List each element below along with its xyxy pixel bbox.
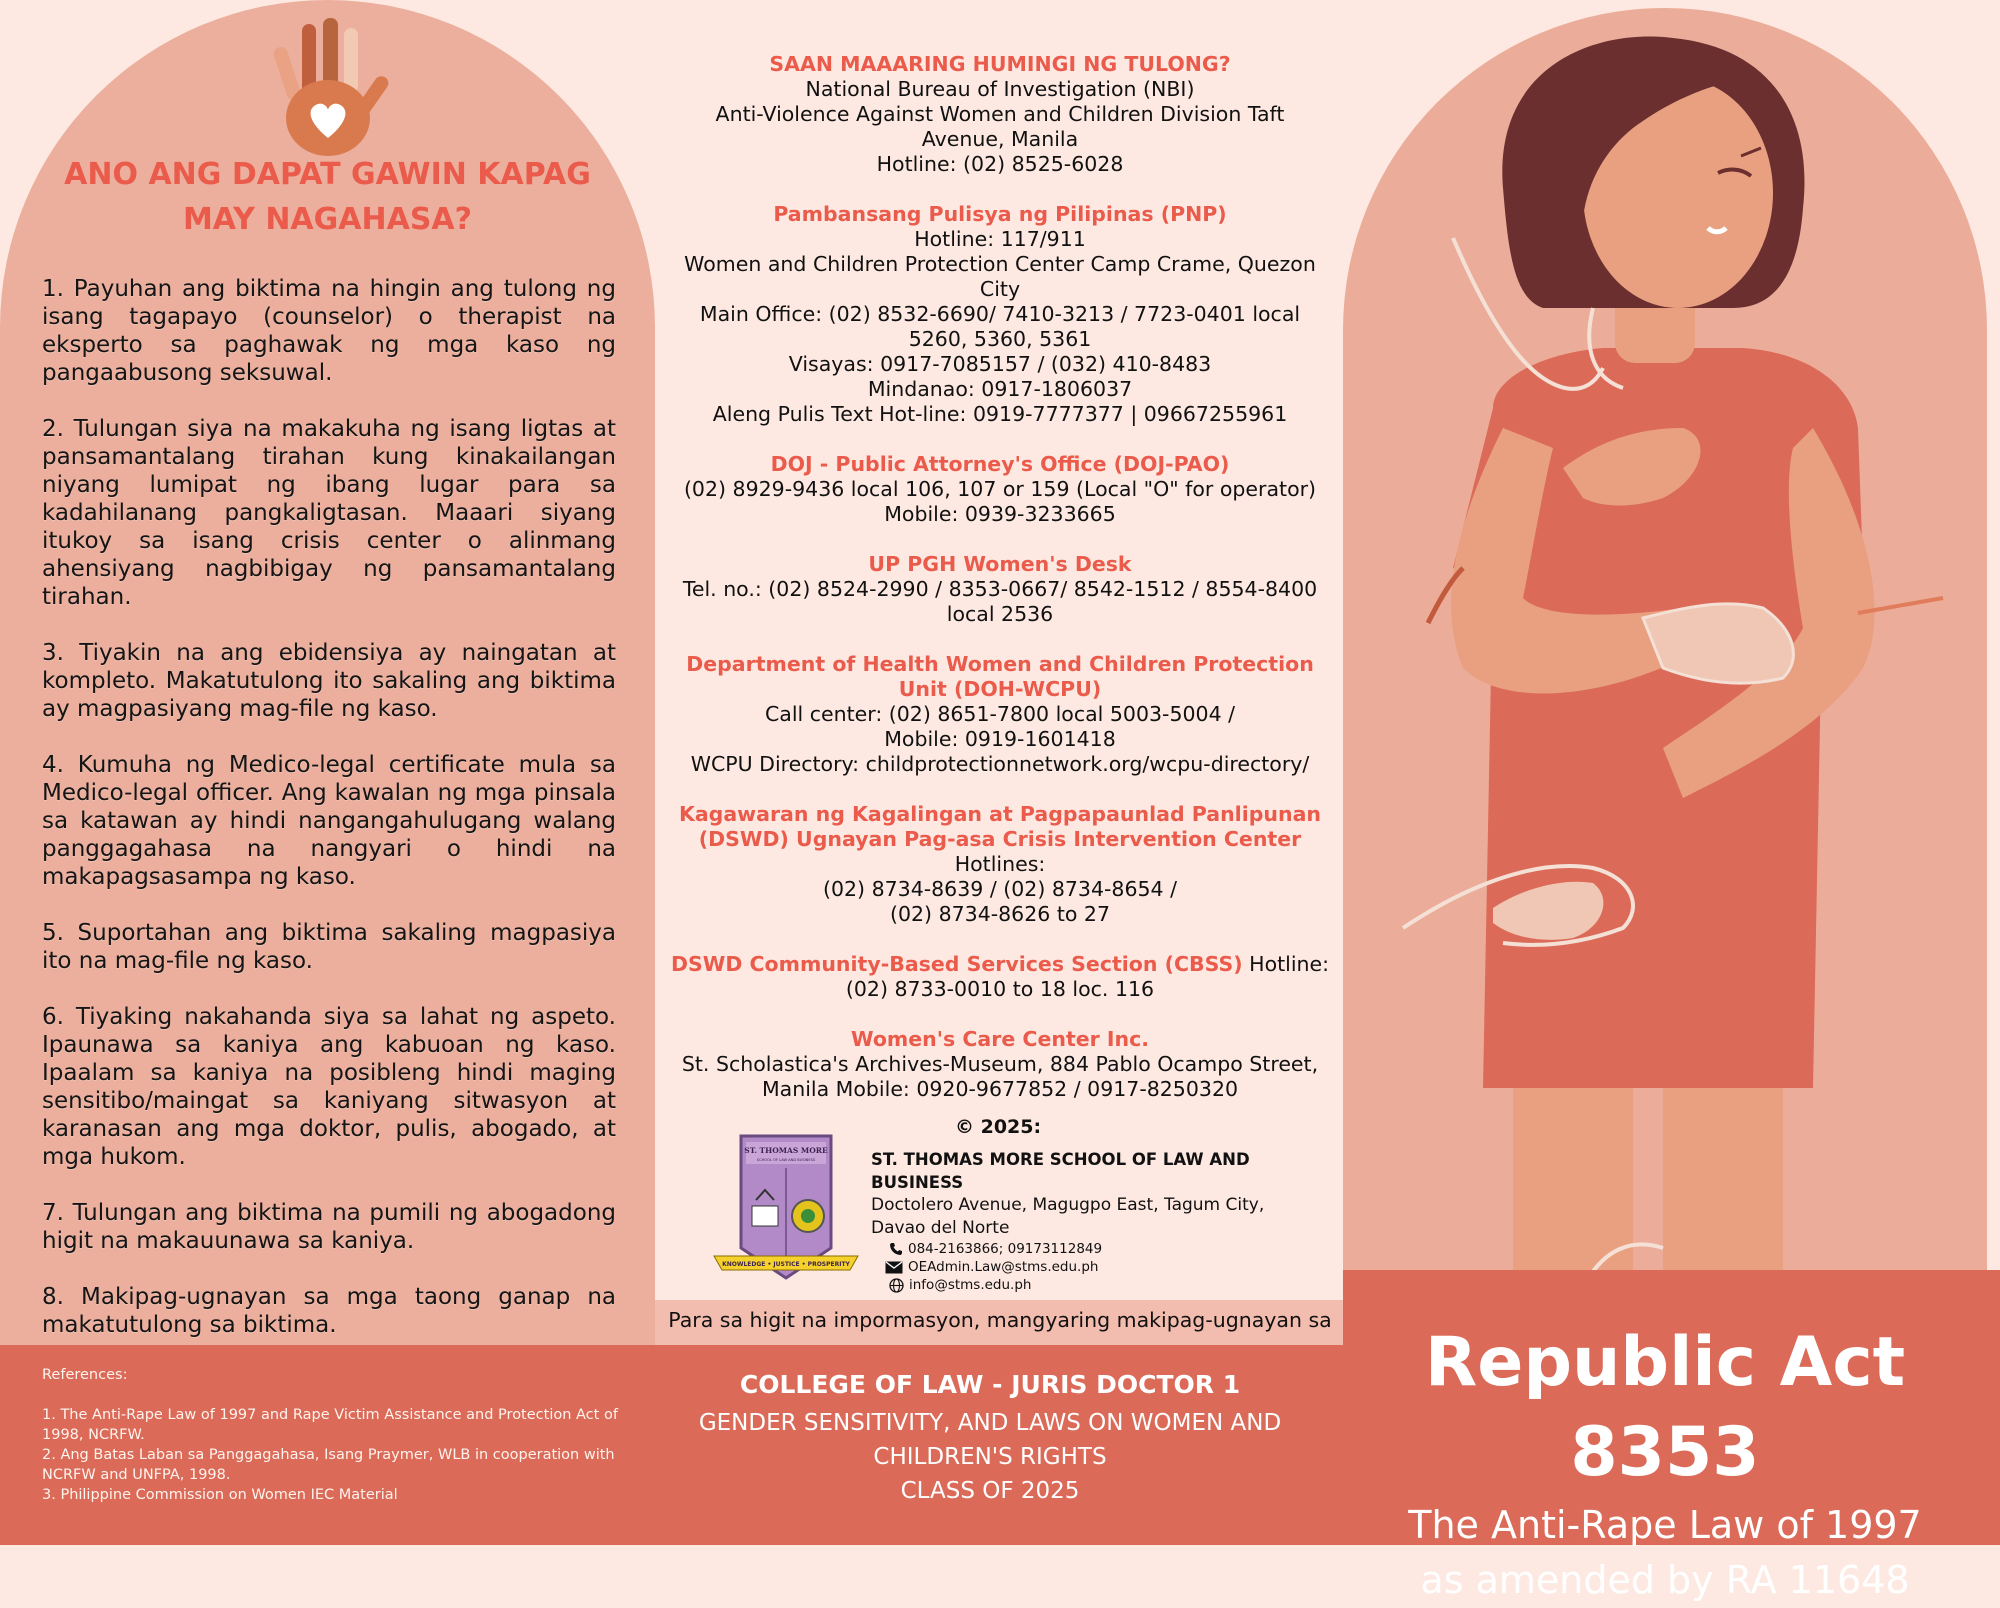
- references-heading: References:: [42, 1367, 128, 1383]
- contact-inline: Hotline:: [1242, 952, 1330, 976]
- school-phone: 084-2163866; 09173112849: [908, 1241, 1103, 1257]
- school-name: ST. THOMAS MORE SCHOOL OF LAW AND BUSINESS: [871, 1150, 1250, 1192]
- step-2: 2. Tulungan siya na makakuha ng isang ligtas at pansamantalang tirahan kung kinakailangan niyang lumipat ng ibang lugar para sa kadahilanang pangkaligtasan. Maaari siyang itukoy sa isang crisis center o alinmang ahensiyang nagbibigay ng pansamantalang tirahan.: [42, 416, 616, 610]
- contact-up-pgh: [665, 552, 1335, 627]
- college-line-1: COLLEGE OF LAW - JURIS DOCTOR 1: [739, 1370, 1241, 1399]
- contact-doh-wcpu: [665, 652, 1335, 777]
- school-email[interactable]: OEAdmin.Law@stms.edu.ph: [908, 1259, 1099, 1275]
- references: [42, 1365, 622, 1505]
- globe-icon: [889, 1278, 904, 1293]
- school-address-1: Doctolero Avenue, Magugpo East, Tagum City,: [871, 1195, 1265, 1215]
- school-web[interactable]: info@stms.edu.ph: [909, 1277, 1032, 1293]
- contact-heading: UP PGH Women's Desk: [868, 552, 1132, 576]
- contact-line: Call center: (02) 8651-7800 local 5003-5004 /: [764, 702, 1236, 726]
- contact-heading: Pambansang Pulisya ng Pilipinas (PNP): [773, 202, 1227, 226]
- contact-dswd-crisis: [665, 802, 1335, 927]
- woman-illustration: [1343, 8, 1987, 1345]
- contact-line: Main Office: (02) 8532-6690/ 7410-3213 / 7723-0401 local: [699, 302, 1301, 326]
- contact-nbi: [665, 52, 1335, 177]
- contact-line: Mobile: 0939-3233665: [884, 502, 1116, 526]
- cover-subtitle-1: The Anti-Rape Law of 1997: [1408, 1503, 1922, 1547]
- reference-item: 2. Ang Batas Laban sa Panggagahasa, Isang Praymer, WLB in cooperation with NCRFW and UNFPA, 1998.: [42, 1447, 615, 1483]
- contact-line: Manila Mobile: 0920-9677852 / 0917-8250320: [761, 1077, 1239, 1101]
- college-info: [655, 1368, 1325, 1508]
- phone-icon: [889, 1242, 903, 1256]
- contact-line: 5260, 5360, 5361: [908, 327, 1092, 351]
- left-title: ANO ANG DAPAT GAWIN KAPAG MAY NAGAHASA?: [64, 157, 591, 237]
- college-line-3: CHILDREN'S RIGHTS: [873, 1444, 1107, 1470]
- contact-line: City: [979, 277, 1021, 301]
- logo-top-text: ST. THOMAS MORE: [744, 1146, 828, 1155]
- steps-list: [42, 275, 616, 1367]
- step-5: 5. Suportahan ang biktima sakaling magpasiya ito na mag-file ng kaso.: [42, 920, 616, 974]
- info-strip: Para sa higit na impormasyon, mangyaring makipag-ugnayan sa: [655, 1300, 1345, 1345]
- contact-line: (02) 8929-9436 local 106, 107 or 159 (Local "O" for operator): [683, 477, 1317, 501]
- contact-heading: Department of Health Women and Children Protection Unit (DOH-WCPU): [686, 652, 1314, 701]
- contact-heading: DOJ - Public Attorney's Office (DOJ-PAO): [770, 452, 1230, 476]
- contacts-list: [655, 0, 1345, 1102]
- cover-title: Republic Act 8353: [1424, 1323, 1906, 1492]
- college-line-2: GENDER SENSITIVITY, AND LAWS ON WOMEN AND: [698, 1410, 1282, 1436]
- contact-line: Visayas: 0917-7085157 / (032) 410-8483: [788, 352, 1212, 376]
- step-3: 3. Tiyakin na ang ebidensiya ay naingatan at kompleto. Makatutulong ito sakaling ang biktima ay magpasiyang mag-file ng kaso.: [42, 640, 616, 722]
- contact-line: Aleng Pulis Text Hot-line: 0919-7777377 | 09667255961: [712, 402, 1288, 426]
- email-icon: [885, 1261, 903, 1274]
- cover-title-block: [1330, 1318, 2000, 1608]
- contact-line: National Bureau of Investigation (NBI): [805, 77, 1195, 101]
- right-panel-arch: [1343, 8, 1987, 1345]
- contact-line: Hotline: 117/911: [914, 227, 1086, 251]
- reference-item: 1. The Anti-Rape Law of 1997 and Rape Victim Assistance and Protection Act of 1998, NCRFW.: [42, 1407, 618, 1443]
- logo-ribbon-text: KNOWLEDGE • JUSTICE • PROSPERITY: [722, 1261, 850, 1268]
- contact-line: Anti-Violence Against Women and Children Division Taft: [715, 102, 1285, 126]
- school-info: [871, 1148, 1331, 1294]
- hand-heart-icon: [268, 18, 392, 158]
- contact-womens-care: [665, 1027, 1335, 1102]
- step-1: 1. Payuhan ang biktima na hingin ang tulong ng isang tagapayo (counselor) o therapist na eksperto sa paghawak ng mga kaso ng pangaabusong seksuwal.: [42, 276, 616, 386]
- contact-inline: Hotlines:: [954, 852, 1046, 876]
- contact-line: (02) 8734-8639 / (02) 8734-8654 /: [822, 877, 1178, 901]
- school-address-2: Davao del Norte: [871, 1218, 1010, 1238]
- school-web-line: [889, 1276, 1331, 1294]
- step-8: 8. Makipag-ugnayan sa mga taong ganap na makatutulong sa biktima.: [42, 1284, 616, 1338]
- contact-pnp: [665, 202, 1335, 427]
- cover-subtitle-2: as amended by RA 11648: [1420, 1558, 1910, 1602]
- contact-line: Tel. no.: (02) 8524-2990 / 8353-0667/ 8542-1512 / 8554-8400: [682, 577, 1318, 601]
- copyright: © 2025:: [955, 1116, 1042, 1138]
- contact-line: Mobile: 0919-1601418: [884, 727, 1116, 751]
- contact-line: (02) 8733-0010 to 18 loc. 116: [845, 977, 1155, 1001]
- contact-dswd-cbss: [665, 952, 1335, 1002]
- contact-line: Women and Children Protection Center Camp Crame, Quezon: [684, 252, 1316, 276]
- contact-doj-pao: [665, 452, 1335, 527]
- contact-heading: DSWD Community-Based Services Section (CBSS): [670, 952, 1243, 976]
- middle-panel: [655, 0, 1345, 1300]
- logo-sub-text: SCHOOL OF LAW AND BUSINESS: [756, 1158, 816, 1162]
- reference-item: 3. Philippine Commission on Women IEC Material: [42, 1487, 398, 1503]
- step-4: 4. Kumuha ng Medico-legal certificate mula sa Medico-legal officer. Ang kawalan ng mga pinsala sa katawan ay hindi nangangahulugang walang panggagahasa na nangyari o hindi na makapagsasampa ng kaso.: [42, 752, 616, 890]
- contact-heading: Women's Care Center Inc.: [850, 1027, 1150, 1051]
- contact-heading: Kagawaran ng Kagalingan at Pagpapaunlad Panlipunan (DSWD) Ugnayan Pag-asa Crisis Intervention Center: [678, 802, 1322, 851]
- school-email-line: [885, 1258, 1331, 1276]
- contact-heading: SAAN MAAARING HUMINGI NG TULONG?: [769, 52, 1231, 76]
- school-phone-line: [889, 1240, 1331, 1258]
- step-6: 6. Tiyaking nakahanda siya sa lahat ng aspeto. Ipaunawa sa kaniya ang kabuoan ng kaso. Ipaalam sa kaniya na posibleng hindi maging sensitibo/maingat sa kaniyang sitwasyon at karanasan ang mga doktor, pulis, abogado, at mga hukom.: [42, 1004, 616, 1170]
- contact-line: WCPU Directory: childprotectionnetwork.org/wcpu-directory/: [690, 752, 1310, 776]
- contact-line: Mindanao: 0917-1806037: [867, 377, 1133, 401]
- college-line-4: CLASS OF 2025: [900, 1478, 1080, 1504]
- step-7: 7. Tulungan ang biktima na pumili ng abogadong higit na makauunawa sa kaniya.: [42, 1200, 616, 1254]
- school-logo: [706, 1128, 866, 1288]
- contact-line: Avenue, Manila: [921, 127, 1079, 151]
- contact-line: St. Scholastica's Archives-Museum, 884 Pablo Ocampo Street,: [681, 1052, 1319, 1076]
- contact-line: (02) 8734-8626 to 27: [889, 902, 1111, 926]
- contact-line: local 2536: [946, 602, 1054, 626]
- contact-line: Hotline: (02) 8525-6028: [876, 152, 1124, 176]
